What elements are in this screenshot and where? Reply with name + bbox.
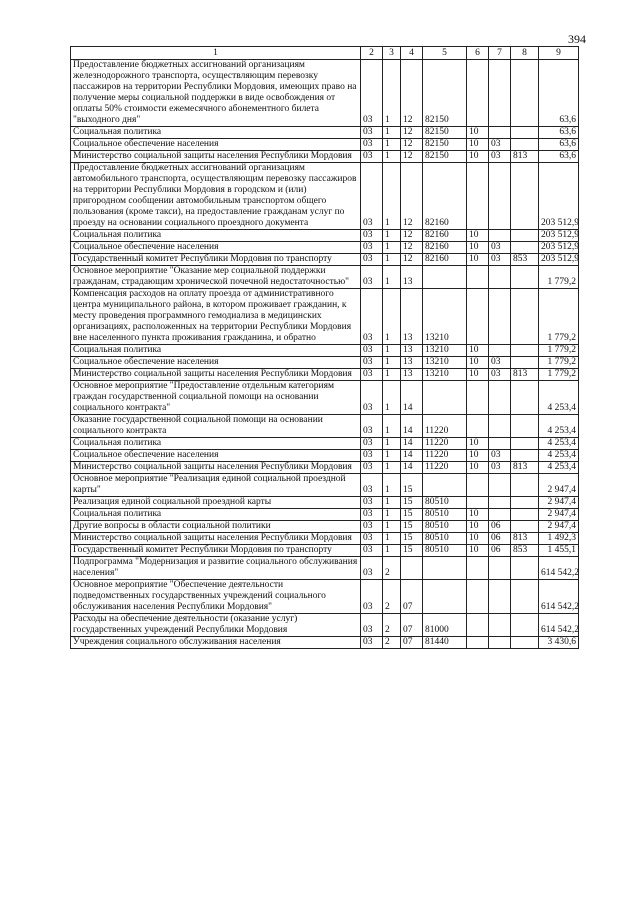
row-code-cell: 14 bbox=[401, 381, 423, 415]
row-code-cell: 03 bbox=[489, 450, 511, 462]
row-code-cell: 1 bbox=[383, 369, 401, 381]
row-code-cell: 10 bbox=[467, 345, 489, 357]
row-code-cell: 11220 bbox=[423, 462, 467, 474]
table-row bbox=[71, 60, 579, 127]
row-code-cell: 1 bbox=[383, 509, 401, 521]
row-name-cell: Социальная политика bbox=[71, 438, 361, 450]
row-code-cell bbox=[423, 474, 467, 497]
row-code-cell bbox=[511, 289, 539, 345]
table-header bbox=[71, 47, 579, 60]
row-code-cell: 12 bbox=[401, 230, 423, 242]
row-code-cell: 1 bbox=[383, 60, 401, 127]
row-code-cell bbox=[511, 521, 539, 533]
row-code-cell: 1 bbox=[383, 521, 401, 533]
row-amount-cell: 1 779,2 bbox=[539, 266, 579, 289]
row-code-cell: 80510 bbox=[423, 509, 467, 521]
row-code-cell: 10 bbox=[467, 254, 489, 266]
table-row bbox=[71, 415, 579, 438]
row-name-cell: Социальное обеспечение населения bbox=[71, 242, 361, 254]
row-code-cell: 1 bbox=[383, 266, 401, 289]
row-code-cell: 13210 bbox=[423, 345, 467, 357]
row-code-cell bbox=[467, 381, 489, 415]
row-code-cell: 80510 bbox=[423, 521, 467, 533]
row-code-cell bbox=[511, 242, 539, 254]
row-code-cell: 03 bbox=[361, 163, 383, 230]
row-name-cell: Социальная политика bbox=[71, 127, 361, 139]
row-code-cell: 2 bbox=[383, 557, 401, 580]
row-code-cell: 82150 bbox=[423, 139, 467, 151]
row-code-cell bbox=[489, 637, 511, 649]
row-code-cell: 1 bbox=[383, 289, 401, 345]
table-row bbox=[71, 497, 579, 509]
row-code-cell: 03 bbox=[361, 509, 383, 521]
row-code-cell bbox=[467, 266, 489, 289]
row-code-cell bbox=[489, 266, 511, 289]
row-code-cell: 03 bbox=[361, 60, 383, 127]
row-code-cell: 03 bbox=[361, 557, 383, 580]
row-code-cell: 813 bbox=[511, 151, 539, 163]
row-code-cell bbox=[511, 509, 539, 521]
table-row bbox=[71, 357, 579, 369]
row-amount-cell: 203 512,9 bbox=[539, 230, 579, 242]
row-code-cell bbox=[467, 474, 489, 497]
row-code-cell: 82150 bbox=[423, 151, 467, 163]
row-code-cell: 13 bbox=[401, 289, 423, 345]
table-row bbox=[71, 289, 579, 345]
row-code-cell: 1 bbox=[383, 438, 401, 450]
row-code-cell: 03 bbox=[361, 637, 383, 649]
row-amount-cell: 1 492,3 bbox=[539, 533, 579, 545]
row-code-cell: 15 bbox=[401, 533, 423, 545]
table-row bbox=[71, 266, 579, 289]
row-code-cell: 03 bbox=[361, 450, 383, 462]
row-code-cell: 03 bbox=[489, 139, 511, 151]
row-name-cell: Основное мероприятие "Обеспечение деятельности подведомственных государственных учреждений социального обслуживания населения Республики Мордовия" bbox=[71, 580, 361, 614]
row-amount-cell: 203 512,9 bbox=[539, 254, 579, 266]
row-name-cell: Реализация единой социальной проездной карты bbox=[71, 497, 361, 509]
row-name-cell: Компенсация расходов на оплату проезда от административного центра муниципального района, в котором проживает гражданин, к месту проведения программного гемодиализа в медицинских организациях, расположенных на территории Республики Мордовия вне населенного пункта проживания гражданина, и обратно bbox=[71, 289, 361, 345]
row-code-cell bbox=[511, 474, 539, 497]
row-code-cell: 03 bbox=[361, 266, 383, 289]
row-name-cell: Учреждения социального обслуживания населения bbox=[71, 637, 361, 649]
row-code-cell: 2 bbox=[383, 580, 401, 614]
row-code-cell: 06 bbox=[489, 533, 511, 545]
row-code-cell: 1 bbox=[383, 533, 401, 545]
row-code-cell: 1 bbox=[383, 450, 401, 462]
row-code-cell bbox=[489, 474, 511, 497]
row-code-cell: 82160 bbox=[423, 242, 467, 254]
row-code-cell: 03 bbox=[489, 462, 511, 474]
table-row bbox=[71, 533, 579, 545]
column-header: 6 bbox=[467, 47, 489, 60]
row-amount-cell: 203 512,9 bbox=[539, 242, 579, 254]
row-name-cell: Министерство социальной защиты населения Республики Мордовия bbox=[71, 462, 361, 474]
row-code-cell: 10 bbox=[467, 127, 489, 139]
row-amount-cell: 4 253,4 bbox=[539, 462, 579, 474]
row-code-cell bbox=[467, 60, 489, 127]
row-code-cell: 03 bbox=[361, 254, 383, 266]
row-code-cell: 1 bbox=[383, 254, 401, 266]
table-row bbox=[71, 242, 579, 254]
table-row bbox=[71, 450, 579, 462]
row-code-cell: 82150 bbox=[423, 60, 467, 127]
row-code-cell: 81440 bbox=[423, 637, 467, 649]
row-code-cell bbox=[511, 230, 539, 242]
row-code-cell: 853 bbox=[511, 254, 539, 266]
row-code-cell bbox=[489, 163, 511, 230]
row-name-cell: Предоставление бюджетных ассигнований организациям автомобильного транспорта, осуществляющим перевозку пассажиров на территории Республики Мордовия в городском и (или) пригородном сообщении автомобильным транспортом общего пользования (кроме такси), на предоставление гражданам услуг по проезду на основании социального проездного документа bbox=[71, 163, 361, 230]
row-code-cell: 03 bbox=[361, 289, 383, 345]
row-code-cell: 03 bbox=[361, 415, 383, 438]
row-code-cell: 03 bbox=[361, 438, 383, 450]
row-code-cell: 07 bbox=[401, 580, 423, 614]
row-name-cell: Социальная политика bbox=[71, 345, 361, 357]
row-name-cell: Министерство социальной защиты населения Республики Мордовия bbox=[71, 533, 361, 545]
row-name-cell: Социальное обеспечение населения bbox=[71, 450, 361, 462]
row-code-cell bbox=[489, 580, 511, 614]
row-code-cell: 813 bbox=[511, 369, 539, 381]
row-amount-cell: 63,6 bbox=[539, 151, 579, 163]
row-code-cell: 10 bbox=[467, 242, 489, 254]
row-code-cell: 11220 bbox=[423, 415, 467, 438]
table-row bbox=[71, 557, 579, 580]
row-code-cell bbox=[511, 580, 539, 614]
row-code-cell: 03 bbox=[361, 127, 383, 139]
row-code-cell: 12 bbox=[401, 254, 423, 266]
row-code-cell bbox=[467, 614, 489, 637]
column-header: 3 bbox=[383, 47, 401, 60]
row-amount-cell: 2 947,4 bbox=[539, 474, 579, 497]
row-code-cell: 03 bbox=[361, 345, 383, 357]
row-amount-cell: 3 430,6 bbox=[539, 637, 579, 649]
row-code-cell bbox=[489, 127, 511, 139]
page-number: 394 bbox=[568, 32, 586, 46]
row-code-cell bbox=[489, 497, 511, 509]
row-code-cell: 12 bbox=[401, 163, 423, 230]
row-amount-cell: 1 779,2 bbox=[539, 369, 579, 381]
row-code-cell bbox=[511, 557, 539, 580]
row-code-cell: 06 bbox=[489, 545, 511, 557]
row-code-cell: 813 bbox=[511, 533, 539, 545]
row-code-cell: 12 bbox=[401, 242, 423, 254]
row-name-cell: Другие вопросы в области социальной политики bbox=[71, 521, 361, 533]
row-name-cell: Социальная политика bbox=[71, 509, 361, 521]
row-code-cell: 1 bbox=[383, 474, 401, 497]
row-code-cell: 14 bbox=[401, 462, 423, 474]
row-code-cell: 03 bbox=[361, 497, 383, 509]
row-amount-cell: 614 542,2 bbox=[539, 557, 579, 580]
row-code-cell bbox=[467, 415, 489, 438]
row-name-cell: Государственный комитет Республики Мордовия по транспорту bbox=[71, 254, 361, 266]
row-code-cell bbox=[467, 289, 489, 345]
row-code-cell bbox=[489, 230, 511, 242]
row-code-cell: 10 bbox=[467, 533, 489, 545]
row-code-cell: 11220 bbox=[423, 438, 467, 450]
row-code-cell: 12 bbox=[401, 127, 423, 139]
row-code-cell bbox=[423, 580, 467, 614]
row-code-cell: 15 bbox=[401, 497, 423, 509]
table-row bbox=[71, 139, 579, 151]
table-row bbox=[71, 462, 579, 474]
row-code-cell bbox=[511, 345, 539, 357]
row-code-cell bbox=[467, 497, 489, 509]
row-code-cell bbox=[511, 614, 539, 637]
column-header: 2 bbox=[361, 47, 383, 60]
row-code-cell bbox=[401, 557, 423, 580]
row-code-cell: 03 bbox=[361, 242, 383, 254]
row-code-cell: 12 bbox=[401, 60, 423, 127]
row-name-cell: Основное мероприятие "Оказание мер социальной поддержки гражданам, страдающим хронической почечной недостаточностью" bbox=[71, 266, 361, 289]
table-row bbox=[71, 230, 579, 242]
table-row bbox=[71, 127, 579, 139]
row-code-cell: 03 bbox=[361, 369, 383, 381]
row-code-cell: 03 bbox=[361, 357, 383, 369]
row-amount-cell: 4 253,4 bbox=[539, 381, 579, 415]
row-code-cell: 13 bbox=[401, 345, 423, 357]
row-code-cell: 82160 bbox=[423, 230, 467, 242]
row-code-cell: 03 bbox=[489, 242, 511, 254]
row-amount-cell: 614 542,2 bbox=[539, 614, 579, 637]
row-code-cell bbox=[467, 580, 489, 614]
row-code-cell: 1 bbox=[383, 545, 401, 557]
row-code-cell: 03 bbox=[489, 369, 511, 381]
row-code-cell bbox=[423, 557, 467, 580]
row-code-cell bbox=[489, 289, 511, 345]
table-row bbox=[71, 345, 579, 357]
table-row bbox=[71, 369, 579, 381]
row-code-cell bbox=[511, 139, 539, 151]
row-name-cell: Государственный комитет Республики Мордовия по транспорту bbox=[71, 545, 361, 557]
row-code-cell: 13 bbox=[401, 266, 423, 289]
row-code-cell: 03 bbox=[361, 580, 383, 614]
row-code-cell: 82150 bbox=[423, 127, 467, 139]
row-code-cell bbox=[511, 450, 539, 462]
row-code-cell: 03 bbox=[489, 151, 511, 163]
row-code-cell: 03 bbox=[489, 254, 511, 266]
table-body bbox=[71, 60, 579, 649]
column-header: 5 bbox=[423, 47, 467, 60]
row-code-cell bbox=[489, 381, 511, 415]
row-code-cell: 1 bbox=[383, 357, 401, 369]
row-amount-cell: 203 512,9 bbox=[539, 163, 579, 230]
row-code-cell: 13210 bbox=[423, 289, 467, 345]
column-header: 1 bbox=[71, 47, 361, 60]
row-code-cell bbox=[511, 60, 539, 127]
column-header: 7 bbox=[489, 47, 511, 60]
row-code-cell: 1 bbox=[383, 151, 401, 163]
row-code-cell: 1 bbox=[383, 230, 401, 242]
row-code-cell bbox=[489, 557, 511, 580]
row-amount-cell: 63,6 bbox=[539, 60, 579, 127]
table-row bbox=[71, 438, 579, 450]
table-row bbox=[71, 521, 579, 533]
row-code-cell: 12 bbox=[401, 151, 423, 163]
row-code-cell: 10 bbox=[467, 369, 489, 381]
row-code-cell bbox=[489, 60, 511, 127]
row-code-cell: 03 bbox=[361, 521, 383, 533]
column-header: 8 bbox=[511, 47, 539, 60]
row-code-cell: 2 bbox=[383, 637, 401, 649]
row-code-cell: 03 bbox=[361, 230, 383, 242]
row-code-cell: 82160 bbox=[423, 254, 467, 266]
row-code-cell: 07 bbox=[401, 614, 423, 637]
row-code-cell: 1 bbox=[383, 381, 401, 415]
row-code-cell: 06 bbox=[489, 521, 511, 533]
row-code-cell bbox=[423, 381, 467, 415]
row-code-cell: 13 bbox=[401, 357, 423, 369]
row-name-cell: Подпрограмма "Модернизация и развитие социального обслуживания населения" bbox=[71, 557, 361, 580]
table-row bbox=[71, 151, 579, 163]
row-code-cell: 2 bbox=[383, 614, 401, 637]
row-code-cell bbox=[511, 438, 539, 450]
row-code-cell bbox=[511, 637, 539, 649]
row-code-cell: 03 bbox=[361, 381, 383, 415]
row-code-cell: 03 bbox=[361, 139, 383, 151]
row-code-cell: 853 bbox=[511, 545, 539, 557]
row-code-cell: 10 bbox=[467, 438, 489, 450]
row-name-cell: Социальная политика bbox=[71, 230, 361, 242]
row-code-cell bbox=[511, 127, 539, 139]
row-code-cell: 1 bbox=[383, 345, 401, 357]
row-code-cell bbox=[511, 415, 539, 438]
row-code-cell bbox=[511, 497, 539, 509]
row-code-cell bbox=[467, 637, 489, 649]
row-code-cell: 1 bbox=[383, 497, 401, 509]
table-row bbox=[71, 163, 579, 230]
row-code-cell: 03 bbox=[361, 151, 383, 163]
row-amount-cell: 63,6 bbox=[539, 139, 579, 151]
row-amount-cell: 4 253,4 bbox=[539, 438, 579, 450]
row-code-cell: 10 bbox=[467, 521, 489, 533]
header-row bbox=[71, 47, 579, 60]
row-code-cell: 81000 bbox=[423, 614, 467, 637]
row-amount-cell: 1 779,2 bbox=[539, 357, 579, 369]
row-code-cell: 03 bbox=[361, 545, 383, 557]
row-name-cell: Министерство социальной защиты населения Республики Мордовия bbox=[71, 151, 361, 163]
row-code-cell: 03 bbox=[361, 614, 383, 637]
row-code-cell: 07 bbox=[401, 637, 423, 649]
row-code-cell: 14 bbox=[401, 438, 423, 450]
row-code-cell bbox=[489, 415, 511, 438]
row-code-cell: 03 bbox=[489, 357, 511, 369]
row-code-cell: 13210 bbox=[423, 357, 467, 369]
row-code-cell: 13 bbox=[401, 369, 423, 381]
row-code-cell: 80510 bbox=[423, 497, 467, 509]
row-code-cell: 1 bbox=[383, 163, 401, 230]
row-code-cell: 10 bbox=[467, 139, 489, 151]
row-amount-cell: 2 947,4 bbox=[539, 521, 579, 533]
row-amount-cell: 4 253,4 bbox=[539, 415, 579, 438]
row-amount-cell: 1 779,2 bbox=[539, 289, 579, 345]
row-name-cell: Основное мероприятие "Реализация единой социальной проездной карты" bbox=[71, 474, 361, 497]
row-code-cell: 1 bbox=[383, 415, 401, 438]
row-code-cell: 03 bbox=[361, 462, 383, 474]
row-code-cell: 10 bbox=[467, 151, 489, 163]
table-row bbox=[71, 474, 579, 497]
row-amount-cell: 1 455,1 bbox=[539, 545, 579, 557]
row-code-cell bbox=[467, 163, 489, 230]
row-code-cell bbox=[489, 345, 511, 357]
row-code-cell: 1 bbox=[383, 462, 401, 474]
row-code-cell: 80510 bbox=[423, 533, 467, 545]
row-amount-cell: 2 947,4 bbox=[539, 497, 579, 509]
row-code-cell: 10 bbox=[467, 462, 489, 474]
row-code-cell bbox=[423, 266, 467, 289]
row-amount-cell: 2 947,4 bbox=[539, 509, 579, 521]
row-code-cell bbox=[489, 614, 511, 637]
table-row bbox=[71, 381, 579, 415]
row-name-cell: Социальное обеспечение населения bbox=[71, 139, 361, 151]
row-name-cell: Предоставление бюджетных ассигнований организациям железнодорожного транспорта, осуществляющим перевозку пассажиров на территории Республики Мордовия, имеющих право на получение меры социальной поддержки в виде освобождения от оплаты 50% стоимости ежемесячного абонементного билета "выходного дня" bbox=[71, 60, 361, 127]
row-code-cell: 10 bbox=[467, 357, 489, 369]
row-name-cell: Министерство социальной защиты населения Республики Мордовия bbox=[71, 369, 361, 381]
row-code-cell bbox=[467, 557, 489, 580]
row-code-cell bbox=[489, 509, 511, 521]
row-name-cell: Расходы на обеспечение деятельности (оказание услуг) государственных учреждений Республики Мордовия bbox=[71, 614, 361, 637]
row-amount-cell: 614 542,2 bbox=[539, 580, 579, 614]
row-code-cell: 80510 bbox=[423, 545, 467, 557]
row-amount-cell: 1 779,2 bbox=[539, 345, 579, 357]
table-row bbox=[71, 509, 579, 521]
row-name-cell: Основное мероприятие "Предоставление отдельным категориям граждан государственной социальной помощи на основании социального контракта" bbox=[71, 381, 361, 415]
row-code-cell: 14 bbox=[401, 450, 423, 462]
row-code-cell: 15 bbox=[401, 509, 423, 521]
row-code-cell: 15 bbox=[401, 545, 423, 557]
table-row bbox=[71, 637, 579, 649]
row-code-cell: 13210 bbox=[423, 369, 467, 381]
row-code-cell: 1 bbox=[383, 139, 401, 151]
row-code-cell: 12 bbox=[401, 139, 423, 151]
row-code-cell bbox=[489, 438, 511, 450]
row-code-cell bbox=[511, 357, 539, 369]
row-code-cell: 1 bbox=[383, 127, 401, 139]
row-amount-cell: 4 253,4 bbox=[539, 450, 579, 462]
row-code-cell: 10 bbox=[467, 230, 489, 242]
row-code-cell: 15 bbox=[401, 521, 423, 533]
row-code-cell: 14 bbox=[401, 415, 423, 438]
row-code-cell: 10 bbox=[467, 545, 489, 557]
row-code-cell: 03 bbox=[361, 533, 383, 545]
table-row bbox=[71, 614, 579, 637]
row-code-cell bbox=[511, 266, 539, 289]
row-code-cell: 03 bbox=[361, 474, 383, 497]
table-row bbox=[71, 580, 579, 614]
row-code-cell: 1 bbox=[383, 242, 401, 254]
row-code-cell: 11220 bbox=[423, 450, 467, 462]
table-row bbox=[71, 254, 579, 266]
row-name-cell: Социальное обеспечение населения bbox=[71, 357, 361, 369]
column-header: 9 bbox=[539, 47, 579, 60]
row-amount-cell: 63,6 bbox=[539, 127, 579, 139]
column-header: 4 bbox=[401, 47, 423, 60]
row-code-cell bbox=[511, 381, 539, 415]
row-name-cell: Оказание государственной социальной помощи на основании социального контракта bbox=[71, 415, 361, 438]
row-code-cell bbox=[511, 163, 539, 230]
row-code-cell: 10 bbox=[467, 450, 489, 462]
row-code-cell: 10 bbox=[467, 509, 489, 521]
row-code-cell: 15 bbox=[401, 474, 423, 497]
row-code-cell: 813 bbox=[511, 462, 539, 474]
table-row bbox=[71, 545, 579, 557]
row-code-cell: 82160 bbox=[423, 163, 467, 230]
budget-table bbox=[70, 46, 579, 649]
